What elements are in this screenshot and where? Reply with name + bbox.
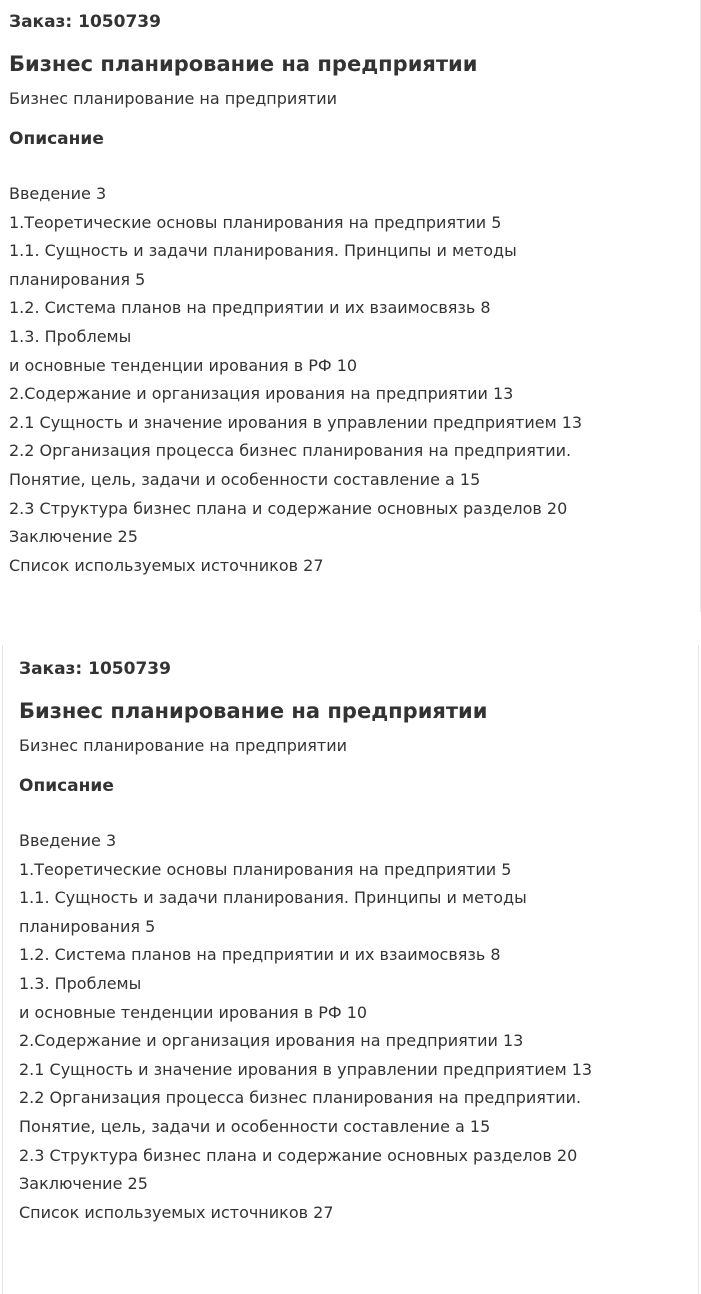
- toc-line: и основные тенденции ирования в РФ 10: [19, 1002, 368, 1022]
- toc-line: и основные тенденции ирования в РФ 10: [9, 355, 358, 375]
- toc-line: 1.Теоретические основы планирования на предприятии 5: [9, 212, 502, 232]
- toc-line: 2.Содержание и организация ирования на предприятии 13: [9, 384, 514, 404]
- toc-line: 1.3. Проблемы: [19, 973, 142, 993]
- toc-line: Заключение 25: [9, 527, 138, 547]
- page-title: Бизнес планирование на предприятии: [19, 699, 488, 723]
- page-subtitle: Бизнес планирование на предприятии: [19, 736, 348, 755]
- toc-line: Заключение 25: [19, 1174, 148, 1194]
- toc-line: 1.Теоретические основы планирования на предприятии 5: [19, 859, 512, 879]
- toc-line: Введение 3: [9, 184, 107, 203]
- toc-line: Понятие, цель, задачи и особенности составление а 15: [9, 469, 481, 489]
- toc-line: 2.1 Сущность и значение ирования в управлении предприятием 13: [19, 1059, 593, 1079]
- toc-line: 2.1 Сущность и значение ирования в управлении предприятием 13: [9, 412, 583, 432]
- order-card-2: [2, 645, 699, 1294]
- toc-line: планирования 5: [9, 269, 146, 289]
- page-title: Бизнес планирование на предприятии: [9, 52, 478, 76]
- toc-line: планирования 5: [19, 916, 156, 936]
- toc-line: 1.3. Проблемы: [9, 326, 132, 346]
- toc-line: 1.1. Сущность и задачи планирования. Принципы и методы: [9, 241, 517, 261]
- toc-line: 2.2 Организация процесса бизнес планирования на предприятии.: [9, 441, 572, 461]
- toc-line: 1.2. Система планов на предприятии и их взаимосвязь 8: [19, 945, 501, 965]
- toc-line: Понятие, цель, задачи и особенности составление а 15: [19, 1116, 491, 1136]
- toc-line: 2.Содержание и организация ирования на предприятии 13: [19, 1031, 524, 1051]
- order-number: Заказ: 1050739: [19, 659, 171, 679]
- toc-line: 2.3 Структура бизнес плана и содержание основных разделов 20: [9, 498, 568, 518]
- toc-line: Список используемых источников 27: [9, 555, 324, 575]
- toc-line: Список используемых источников 27: [19, 1202, 334, 1222]
- order-card-1: [0, 0, 701, 612]
- description-heading: Описание: [19, 776, 114, 796]
- description-heading: Описание: [9, 129, 104, 149]
- toc-line: 2.3 Структура бизнес плана и содержание основных разделов 20: [19, 1145, 578, 1165]
- page-subtitle: Бизнес планирование на предприятии: [9, 89, 338, 108]
- table-of-contents: [9, 180, 700, 580]
- toc-line: 2.2 Организация процесса бизнес планирования на предприятии.: [19, 1088, 582, 1108]
- order-number: Заказ: 1050739: [9, 12, 161, 32]
- table-of-contents: [19, 827, 698, 1227]
- toc-line: 1.1. Сущность и задачи планирования. Принципы и методы: [19, 888, 527, 908]
- toc-line: Введение 3: [19, 831, 117, 850]
- toc-line: 1.2. Система планов на предприятии и их взаимосвязь 8: [9, 298, 491, 318]
